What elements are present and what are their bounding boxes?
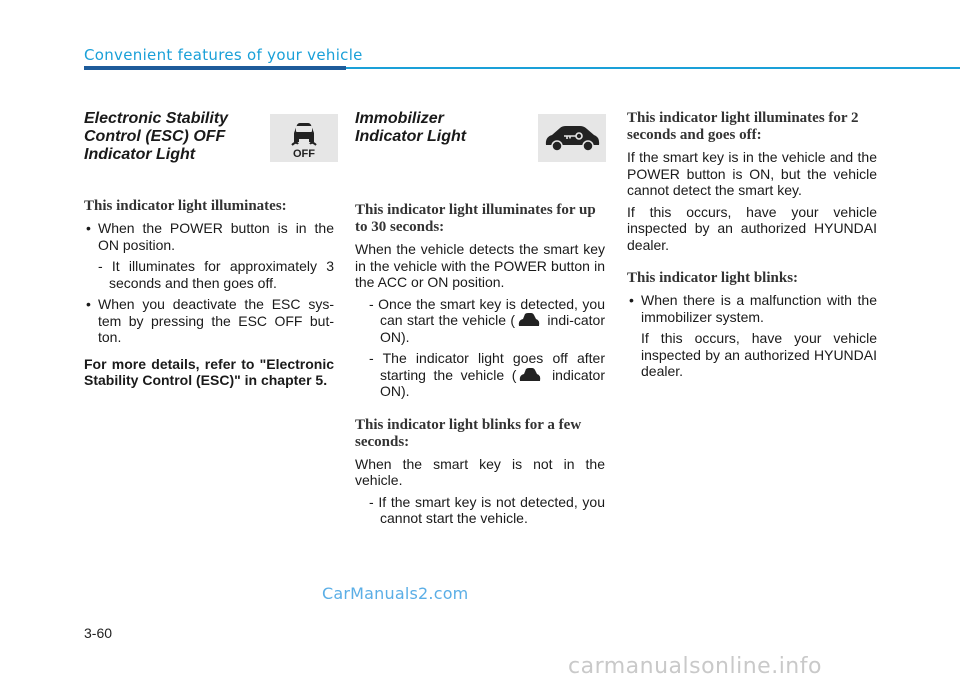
section-header-title: Convenient features of your vehicle: [84, 46, 363, 64]
esc-subhead: This indicator light illuminates:: [84, 198, 287, 214]
esc-off-icon: [284, 117, 324, 159]
col3-para-2: If this occurs, have your vehicle inspected by an authorized HYUNDAI dealer.: [627, 203, 877, 253]
esc-off-text: OFF: [293, 148, 315, 159]
col3-subhead-1: This indicator light illuminates for 2 seconds and goes off:: [627, 110, 859, 143]
immobilizer-subhead-2: This indicator light blinks for a few seconds:: [355, 416, 582, 450]
esc-more-details: For more details, refer to "Electronic Stability Control (ESC)" in chapter 5.: [84, 355, 334, 388]
header-bar-light: [346, 67, 960, 69]
immobilizer-icon-box: [538, 114, 606, 162]
immobilizer-subhead-1: This indicator light illuminates for up to 30 seconds:: [355, 202, 596, 235]
esc-bullet-1-sub: - It illuminates for approximately 3 seconds and then goes off.: [98, 258, 334, 291]
immobilizer-sub-1-text-b: indi-cator ON).: [380, 312, 606, 345]
esc-bullet-2: • When you deactivate the ESC sys-tem by pressing the ESC OFF but-ton.: [84, 296, 334, 346]
col3-subhead-2: This indicator light blinks:: [627, 270, 799, 286]
col3-bullet-1: • When there is a malfunction with the immobilizer system.: [627, 292, 877, 325]
smart-key-icon: [518, 367, 542, 383]
immobilizer-sub-3: - If the smart key is not detected, you cannot start the vehicle.: [369, 493, 605, 526]
header-bar-dark: [84, 66, 346, 70]
immobilizer-sub-2-text-b: indicator ON).: [380, 366, 605, 399]
immobilizer-section: [355, 110, 605, 532]
esc-icon-box: [270, 114, 338, 162]
immobilizer-car-key-icon: [542, 123, 602, 153]
watermark-link[interactable]: CarManuals2.com: [322, 584, 469, 603]
esc-section: [84, 110, 334, 389]
immobilizer-sub-2: [355, 350, 605, 400]
immobilizer-sub-2-text-a: - The indicator light goes off after starting the vehicle (: [369, 350, 605, 383]
footer-site-watermark: carmanualsonline.info: [568, 654, 822, 679]
smart-key-icon: [517, 312, 541, 328]
immobilizer-continued-section: [627, 110, 877, 385]
immobilizer-para-1: When the vehicle detects the smart key in the vehicle with the POWER button in the ACC or ON position.: [355, 241, 605, 290]
page-number: 3-60: [84, 625, 113, 641]
col3-bullet-1-sub: If this occurs, have your vehicle inspected by an authorized HYUNDAI dealer.: [641, 330, 877, 379]
immobilizer-title: Immobilizer Indicator Light: [355, 110, 467, 145]
col3-para-1: If the smart key is in the vehicle and the POWER button is ON, but the vehicle cannot detect the smart key.: [627, 149, 877, 198]
esc-title: Electronic Stability Control (ESC) OFF Indicator Light: [84, 110, 229, 163]
esc-bullet-1: • When the POWER button is in the ON position.: [84, 220, 334, 253]
immobilizer-sub-1-text-a: - Once the smart key is detected, you can start the vehicle (: [369, 295, 605, 328]
immobilizer-para-2: When the smart key is not in the vehicle.: [355, 455, 605, 488]
immobilizer-sub-1: [355, 296, 605, 346]
